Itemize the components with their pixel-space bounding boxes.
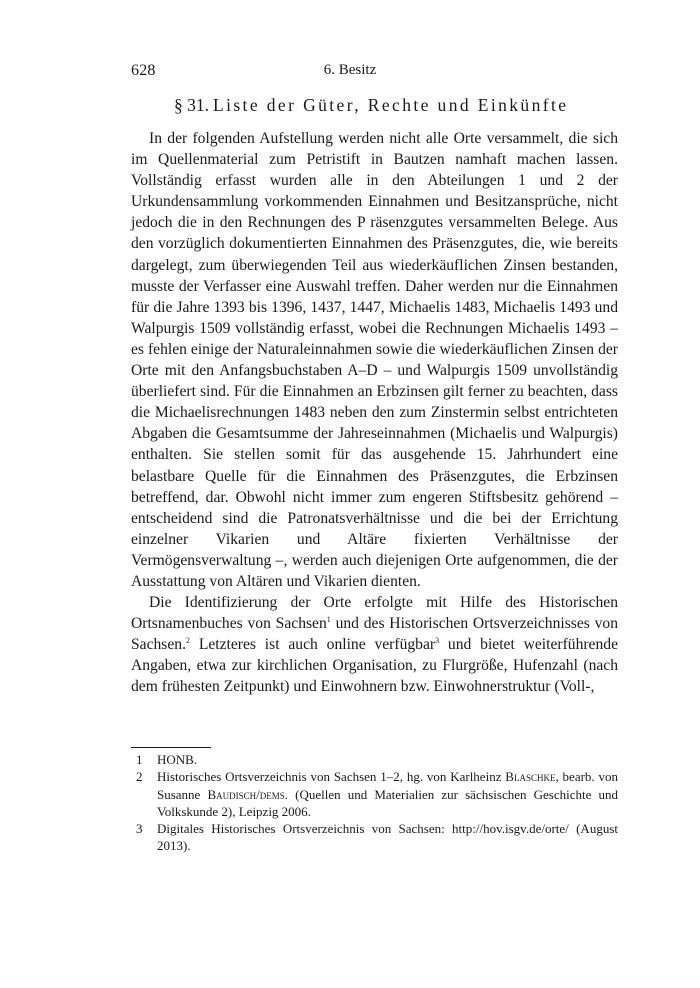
paragraph-2-text: und des Historischen Ortsverzeichnisses von Sachsen. xyxy=(131,615,618,654)
section-title-text: Liste der Güter, Rechte und Einkünfte xyxy=(213,95,569,115)
footnote-ref-3[interactable]: 3 xyxy=(435,636,440,646)
running-head: 6. Besitz xyxy=(323,62,377,78)
footnote-1 xyxy=(131,751,618,768)
body-text xyxy=(131,128,618,698)
footnote-ref-2[interactable]: 2 xyxy=(186,636,190,646)
footnote-text: HONB. xyxy=(157,752,198,767)
author-name: Baudisch/dems xyxy=(207,786,285,802)
footnote-ref-1[interactable]: 1 xyxy=(326,614,331,624)
footnote-rule xyxy=(131,747,211,748)
paragraph-2-text: Die Identifizierung der Orte erfolgte mit Hilfe des Historischen Ortsnamenbuches von Sachsen xyxy=(131,594,618,633)
footnote-3 xyxy=(131,820,618,855)
paragraph-1: In der folgenden Aufstellung werden nicht alle Orte versammelt, die sich im Quellenmaterial zum Petristift in Bautzen namhaft machen lassen. Vollständig erfasst wurden alle in den Abteilungen 1 und 2 der Urkundensammlung vorkommenden Einnahmen und Besitzansprüche, nicht jedoch die in den Rechnungen des P räsenzgutes versammelten Belege. Aus den vorzüglich dokumentierten Einnahmen des Präsenzgutes, die, wie bereits dargelegt, zum überwiegenden Teil aus wiederkäuflichen Zinsen bestanden, musste der Verfasser eine Auswahl treffen. Daher werden nur die Einnahmen für die Jahre 1393 bis 1396, 1437, 1447, Michaelis 1483, Michaelis 1493 und Walpurgis 1509 vollständig erfasst, wobei die Rechnungen Michaelis 1493 – es fehlen einige der Naturaleinnahmen sowie die wiederkäuflichen Zinsen der Orte mit den Anfangsbuchstaben A–D – und Walpurgis 1509 unvollständig überliefert sind. Für die Einnahmen an Erbzinsen gilt ferner zu beachten, dass die Michaelisrechnungen 1483 neben den zum Zinstermin selbst entrichteten Abgaben die Gesamtsumme der Jahreseinnahmen (Michaelis und Walpurgis) enthalten. Sie stellen somit für das ausgehende 15. Jahrhundert eine belastbare Quelle für die Einnahmen des Präsenzgutes, die Erbzinsen betreffend, dar. Obwohl nicht immer zum engeren Stiftsbesitz gehörend – entscheidend sind die Patronatsverhältnisse und die bei der Errichtung einzelner Vikarien und Altäre fixierten Verhältnisse der Vermögensverwaltung –, werden auch diejenigen Orte aufgenommen, die der Ausstattung von Altären und Vikarien dienten. xyxy=(131,130,618,590)
footnote-number: 2 xyxy=(136,769,143,785)
footnotes xyxy=(131,751,618,855)
page-number: 628 xyxy=(131,62,156,79)
footnote-number: 3 xyxy=(136,821,143,837)
footnote-2 xyxy=(131,768,618,820)
section-sign: § 31. xyxy=(174,95,209,115)
footnote-text: Digitales Historisches Ortsverzeichnis von Sachsen: http://hov.isgv.de/orte/ (August 2013). xyxy=(157,821,618,854)
paragraph-2 xyxy=(131,592,618,697)
footnote-text: Historisches Ortsverzeichnis von Sachsen 1–2, hg. von Karlheinz xyxy=(157,769,506,785)
section-title xyxy=(174,95,568,116)
paragraph-2-text: Letzteres ist auch online verfügbar xyxy=(190,636,436,654)
author-name: Blaschke xyxy=(505,769,556,785)
footnote-number: 1 xyxy=(136,752,143,767)
paragraph-2-text: und bietet weiterführende Angaben, etwa zur kirchlichen Organisation, zu Flurgröße, Hufenzahl (nach dem frühesten Zeitpunkt) und Einwohnern bzw. Einwohnerstruktur (Voll-, xyxy=(131,636,618,696)
footnote-text: , bearb. von Susanne xyxy=(157,769,619,802)
footnote-text: . (Quellen und Materialien zur sächsischen Geschichte und Volkskunde 2), Leipzig 2006. xyxy=(157,786,618,819)
